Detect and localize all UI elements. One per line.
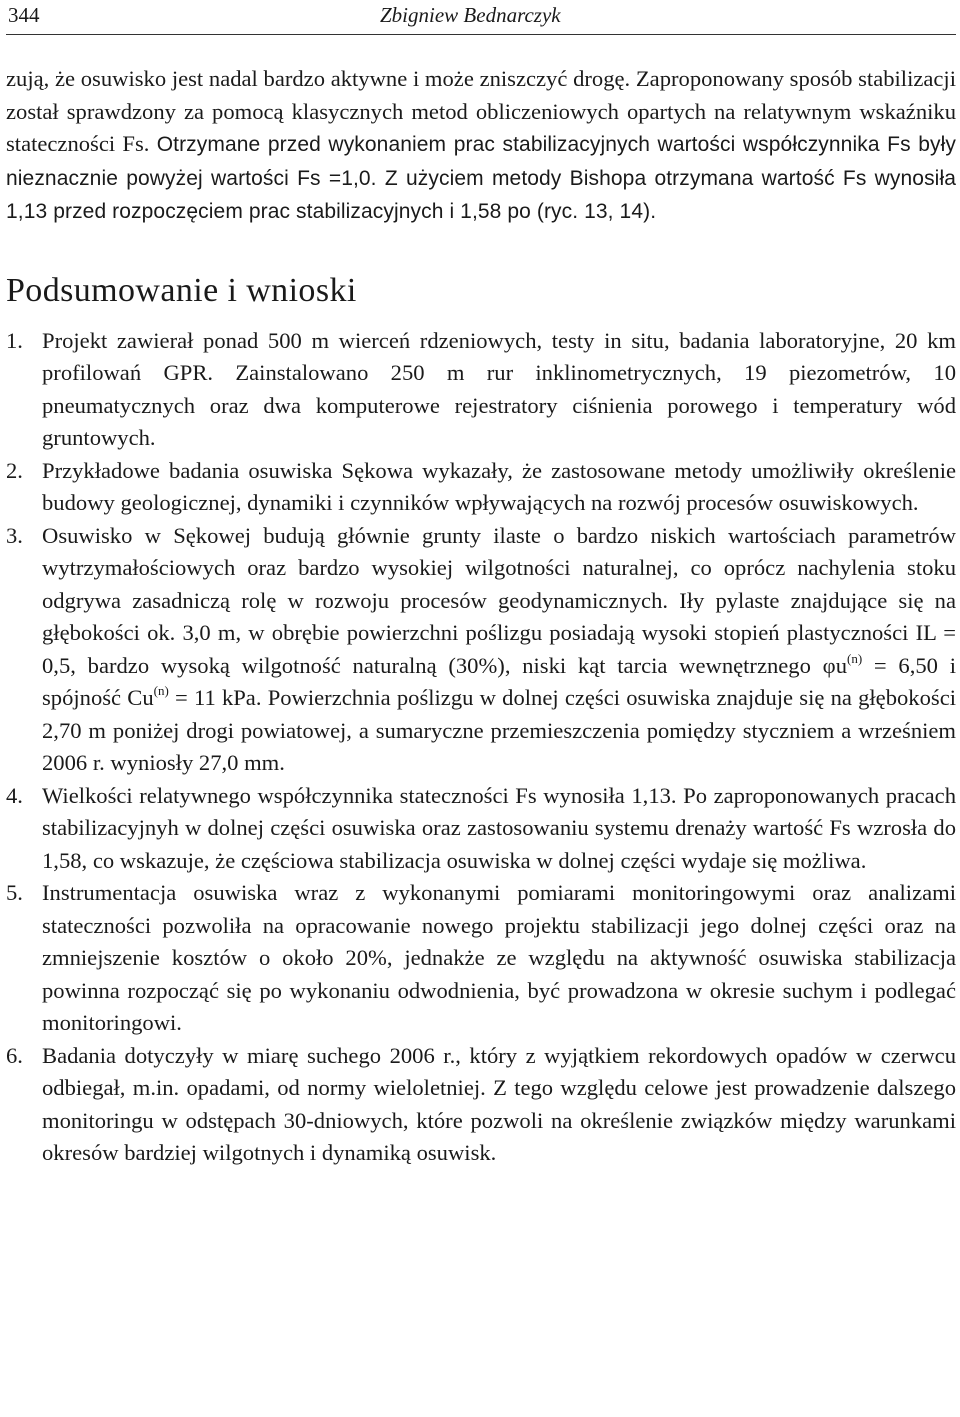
superscript-n: (n) [847, 650, 863, 666]
conclusion-number: 4. [6, 782, 23, 808]
intro-text-sans: Otrzymane przed wykonaniem prac stabilizacyjnych wartości współczynnika Fs były nieznacznie powyżej wartości Fs =1,0. Z użyciem metody Bishopa otrzymana wartość Fs wynosiła 1,13 przed rozpoczęciem prac stabilizacyjnych i 1,58 po (ryc. 13, 14). [6, 133, 956, 223]
conclusion-number: 5. [6, 880, 23, 905]
document-page [6, 0, 956, 1170]
running-title: Zbigniew Bednarczyk [380, 3, 561, 27]
conclusion-item-5 [6, 877, 956, 1040]
page-number: 344 [8, 3, 40, 27]
conclusion-text: Projekt zawierał ponad 500 m wierceń rdzeniowych, testy in situ, badania laboratoryjne, 20 km profilowań GPR. Zainstalowano 250 m rur inklinometrycznych, 19 piezometrów, 10 pneumatycznych oraz dwa komputerowe rejestratory ciśnienia porowego i temperatury wód gruntowych. [42, 327, 956, 450]
conclusion-item-1 [6, 325, 956, 455]
page-header [6, 0, 956, 35]
intro-text-serif: zują, że osuwisko jest nadal bardzo aktywne i może zniszczyć drogę. Zaproponowany sposób stabilizacji został sprawdzony za pomocą klasycznych metod obliczeniowych opartych na relatywnym wskaźniku stateczności Fs. [6, 66, 956, 156]
conclusion-item-2 [6, 455, 956, 520]
intro-paragraph [6, 63, 956, 229]
conclusion-item-3 [6, 520, 956, 780]
section-heading: Podsumowanie i wnioski [6, 271, 357, 309]
conclusion-text [42, 523, 956, 776]
conclusion-text: Wielkości relatywnego współczynnika stateczności Fs wynosiła 1,13. Po zaproponowanych pracach stabilizacyjnyh w dolnej części osuwiska oraz zastosowaniu systemu drenaży wartość Fs wzrosła do 1,58, co wskazuje, że częściowa stabilizacja osuwiska w dolnej części wydaje się możliwa. [42, 782, 956, 873]
conclusion-text-part: = 11 kPa. Powierzchnia poślizgu w dolnej części osuwiska znajduje się na głębokości 2,70 m poniżej drogi powiatowej, a sumaryczne przemieszczenia pomiędzy styczniem a wrześniem 2006 r. wyniosły 27,0 mm. [42, 685, 957, 775]
conclusion-number: 6. [6, 1042, 23, 1068]
superscript-n: (n) [153, 683, 169, 698]
conclusion-item-6 [6, 1040, 956, 1170]
conclusion-number: 2. [6, 457, 23, 483]
conclusion-text-part: Osuwisko w Sękowej budują głównie grunty ilaste o bardzo niskich wartościach parametrów wytrzymałościowych oraz bardzo wysokiej wilgotności naturalnej, co oprócz nachylenia stoku odgrywa zasadniczą rolę w rozwoju procesów geodynamicznych. Iły pylaste znajdujące się na głębokości ok. 3,0 m, w obrębie powierzchni poślizgu posiadają wysoki stopień plastyczności IL = 0,5, bardzo wysoką wilgotność naturalną (30%), niski kąt tarcia wewnętrznego φu [42, 522, 956, 678]
conclusions-list [6, 325, 956, 1170]
conclusion-text: Badania dotyczyły w miarę suchego 2006 r., który z wyjątkiem rekordowych opadów w czerwcu odbiegał, m.in. opadami, od normy wieloletniej. Z tego względu celowe jest prowadzenie dalszego monitoringu w odstępach 30-dniowych, które pozwoli na określenie związków między warunkami okresów bardziej wilgotnych i dynamiką osuwisk. [42, 1042, 956, 1165]
conclusion-item-4 [6, 780, 956, 878]
conclusion-number: 3. [6, 522, 23, 548]
conclusion-text-part: = 6,50 i spójność Cu [42, 652, 956, 710]
conclusion-number: 1. [6, 327, 23, 353]
conclusion-text: Instrumentacja osuwiska wraz z wykonanymi pomiarami monitoringowymi oraz analizami stateczności pozwoliła na opracowanie nowego projektu stabilizacji jego dolnej części oraz na zmniejszenie kosztów o około 20%, jednakże ze względu na aktywność osuwiska stabilizacja powinna rozpocząć się po wykonaniu odwodnienia, być prowadzona w okresie suchym i podlegać monitoringowi. [42, 880, 956, 1035]
conclusion-text: Przykładowe badania osuwiska Sękowa wykazały, że zastosowane metody umożliwiły określenie budowy geologicznej, dynamiki i czynników wpływających na rozwój procesów osuwiskowych. [42, 457, 956, 515]
